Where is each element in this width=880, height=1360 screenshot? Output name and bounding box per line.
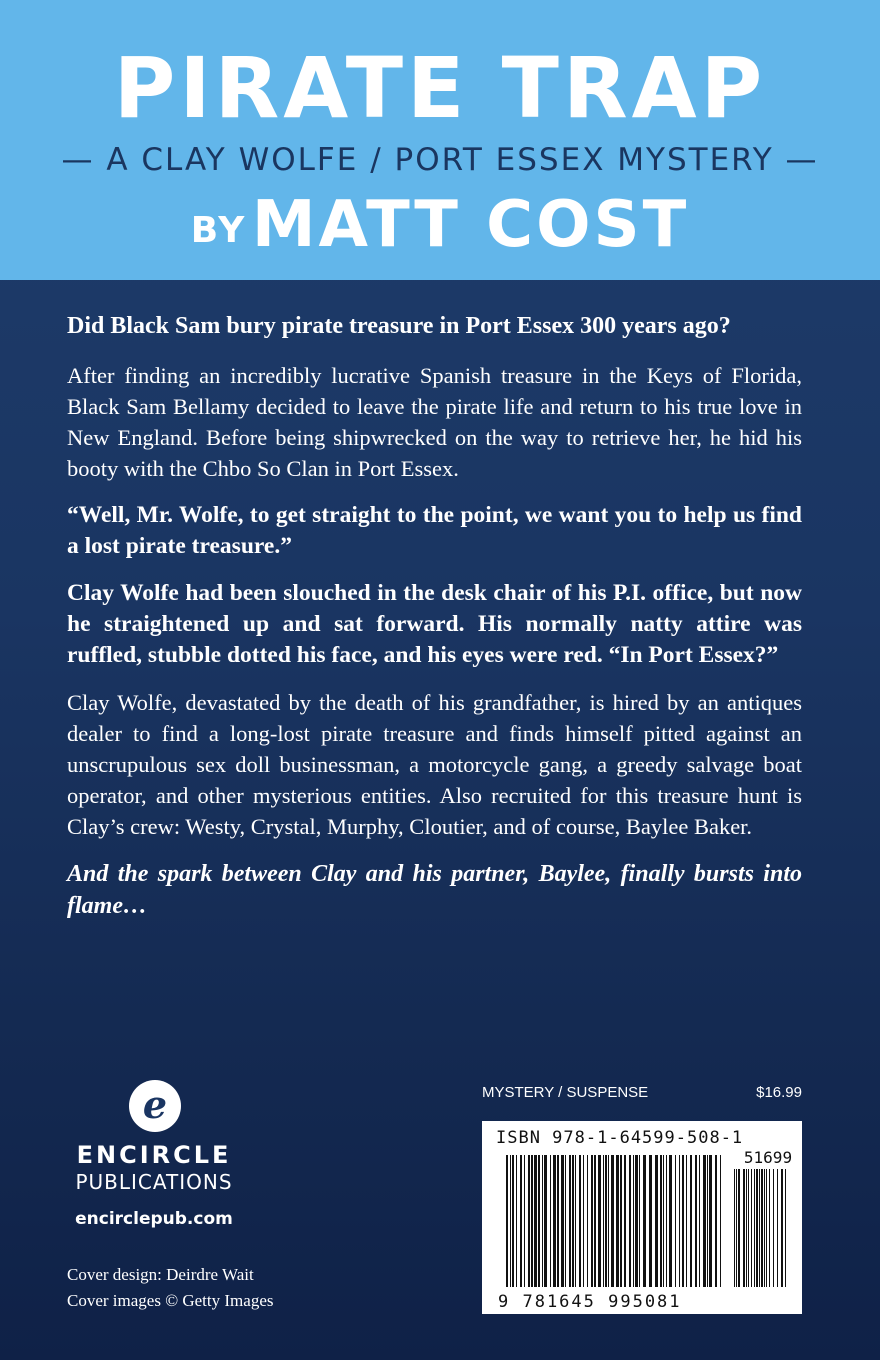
barcode-bar: [649, 1155, 652, 1287]
blurb-quote-1: “Well, Mr. Wolfe, to get straight to the point, we want you to help us find a lost pirate treasure.”: [67, 502, 802, 559]
blurb-paragraph-2: Clay Wolfe, devastated by the death of his grandfather, is hired by an antiques dealer to find a long-lost pirate treasure and finds himself pitted against an unscrupulous sex doll businessman, a motorcycle gang, a greedy salvage boat operator, and other mysterious entities. Also recruited for this treasure hunt is Clay’s crew: Westy, Crystal, Murphy, Cloutier, and of course, Baylee Baker.: [67, 690, 802, 839]
price-code-text: 51699: [743, 1151, 793, 1167]
barcode-bar: [575, 1155, 576, 1287]
blurb: [67, 310, 802, 938]
barcode-bar: [629, 1155, 631, 1287]
barcode-bar: [510, 1155, 511, 1287]
addon-bar: [773, 1169, 774, 1287]
barcode-bar: [616, 1155, 619, 1287]
barcode-bar: [663, 1155, 664, 1287]
barcode-bar: [531, 1155, 533, 1287]
addon-bar: [746, 1169, 747, 1287]
isbn-text: ISBN 978-1-64599-508-1: [496, 1128, 744, 1148]
addon-bar: [759, 1169, 760, 1287]
addon-bar: [766, 1169, 767, 1287]
title-banner: [0, 0, 880, 280]
addon-bar: [754, 1169, 755, 1287]
barcode-bar: [620, 1155, 622, 1287]
barcode-bar: [594, 1155, 596, 1287]
series-subtitle: — A CLAY WOLFE / PORT ESSEX MYSTERY —: [61, 142, 819, 178]
barcode-bar: [538, 1155, 540, 1287]
barcode-bar: [703, 1155, 706, 1287]
addon-bar: [769, 1169, 770, 1287]
barcode-bar: [528, 1155, 530, 1287]
barcode-bar: [660, 1155, 662, 1287]
blurb-quote-2: Clay Wolfe had been slouched in the desk chair of his P.I. office, but now he straightened up and sat forward. His normally natty attire was ruffled, stubble dotted his face, and his eyes were red. “In Port Essex?”: [67, 580, 802, 668]
price-label: $16.99: [756, 1084, 802, 1101]
barcode-bar: [544, 1155, 547, 1287]
addon-bar: [764, 1169, 765, 1287]
addon-bar: [736, 1169, 737, 1287]
barcode-bar: [679, 1155, 680, 1287]
barcode-bar: [534, 1155, 537, 1287]
barcode-bar: [699, 1155, 700, 1287]
barcode-bar: [675, 1155, 676, 1287]
barcode-bar: [557, 1155, 559, 1287]
barcode-bar: [682, 1155, 684, 1287]
barcode-bar: [715, 1155, 717, 1287]
author-name: MATT COST: [251, 188, 690, 262]
encircle-e-logo-icon: [127, 1078, 183, 1134]
genre-label: MYSTERY / SUSPENSE: [482, 1084, 649, 1101]
cover-images-credit: Cover images © Getty Images: [67, 1291, 274, 1310]
addon-bar: [781, 1169, 783, 1287]
addon-bar: [756, 1169, 758, 1287]
barcode-bar: [655, 1155, 658, 1287]
barcode-bar: [565, 1155, 566, 1287]
book-title: PIRATE TRAP: [113, 39, 767, 137]
barcode-graphic: [490, 1151, 794, 1311]
byline-by: BY: [190, 210, 247, 251]
blurb-paragraph-1: After finding an incredibly lucrative Spanish treasure in the Keys of Florida, Black Sam Bellamy decided to leave the pirate life and return to his true love in New England. Before being shipwrecked on the way to retrieve her, he hid his booty with the Chbo So Clan in Port Essex.: [67, 363, 802, 481]
barcode-bar: [553, 1155, 556, 1287]
isbn-barcode: [482, 1121, 802, 1314]
svg-text:e: e: [142, 1082, 168, 1127]
publisher-url[interactable]: encirclepub.com: [75, 1209, 233, 1229]
blurb-closing: And the spark between Clay and his partner, Baylee, finally bursts into flame…: [67, 861, 802, 919]
barcode-bar: [572, 1155, 574, 1287]
byline: [0, 190, 880, 276]
barcode-bar: [643, 1155, 646, 1287]
addon-bar: [761, 1169, 763, 1287]
barcode-bar: [561, 1155, 564, 1287]
barcode-bar: [624, 1155, 626, 1287]
barcode-bar: [583, 1155, 584, 1287]
barcode-bar: [635, 1155, 638, 1287]
barcode-bar: [666, 1155, 667, 1287]
barcode-bar: [506, 1155, 508, 1287]
barcode-bar: [598, 1155, 601, 1287]
price-addon-bars: [734, 1169, 786, 1287]
barcode-bar: [707, 1155, 708, 1287]
barcode-bar: [686, 1155, 687, 1287]
barcode-bar: [639, 1155, 640, 1287]
cover-credits: [67, 1262, 367, 1314]
addon-bar: [748, 1169, 749, 1287]
barcode-bar: [709, 1155, 712, 1287]
addon-bar: [738, 1169, 740, 1287]
barcode-bar: [587, 1155, 588, 1287]
barcode-bar: [720, 1155, 721, 1287]
barcode-bar: [695, 1155, 697, 1287]
addon-bar: [751, 1169, 752, 1287]
barcode-bar: [516, 1155, 517, 1287]
barcode-bar: [512, 1155, 514, 1287]
barcode-bar: [542, 1155, 543, 1287]
publisher-name: ENCIRCLE: [76, 1141, 232, 1169]
addon-bar: [777, 1169, 778, 1287]
barcode-bar: [608, 1155, 609, 1287]
barcode-bar: [633, 1155, 634, 1287]
barcode-bar: [524, 1155, 525, 1287]
barcode-bar: [603, 1155, 604, 1287]
barcode-bar: [591, 1155, 593, 1287]
barcode-bar: [569, 1155, 571, 1287]
barcode-bar: [520, 1155, 522, 1287]
blurb-lead: Did Black Sam bury pirate treasure in Port Essex 300 years ago?: [67, 313, 731, 339]
main-barcode-bars: [506, 1155, 721, 1287]
addon-bar: [785, 1169, 786, 1287]
barcode-digits-text: 9 781645 995081: [498, 1292, 682, 1311]
barcode-bar: [611, 1155, 614, 1287]
cover-design-credit: Cover design: Deirdre Wait: [67, 1265, 254, 1284]
addon-bar: [743, 1169, 745, 1287]
barcode-bar: [669, 1155, 672, 1287]
addon-bar: [734, 1169, 735, 1287]
publisher-sub: PUBLICATIONS: [75, 1170, 233, 1194]
barcode-bar: [579, 1155, 581, 1287]
barcode-bar: [605, 1155, 607, 1287]
barcode-bar: [690, 1155, 692, 1287]
barcode-bar: [550, 1155, 551, 1287]
